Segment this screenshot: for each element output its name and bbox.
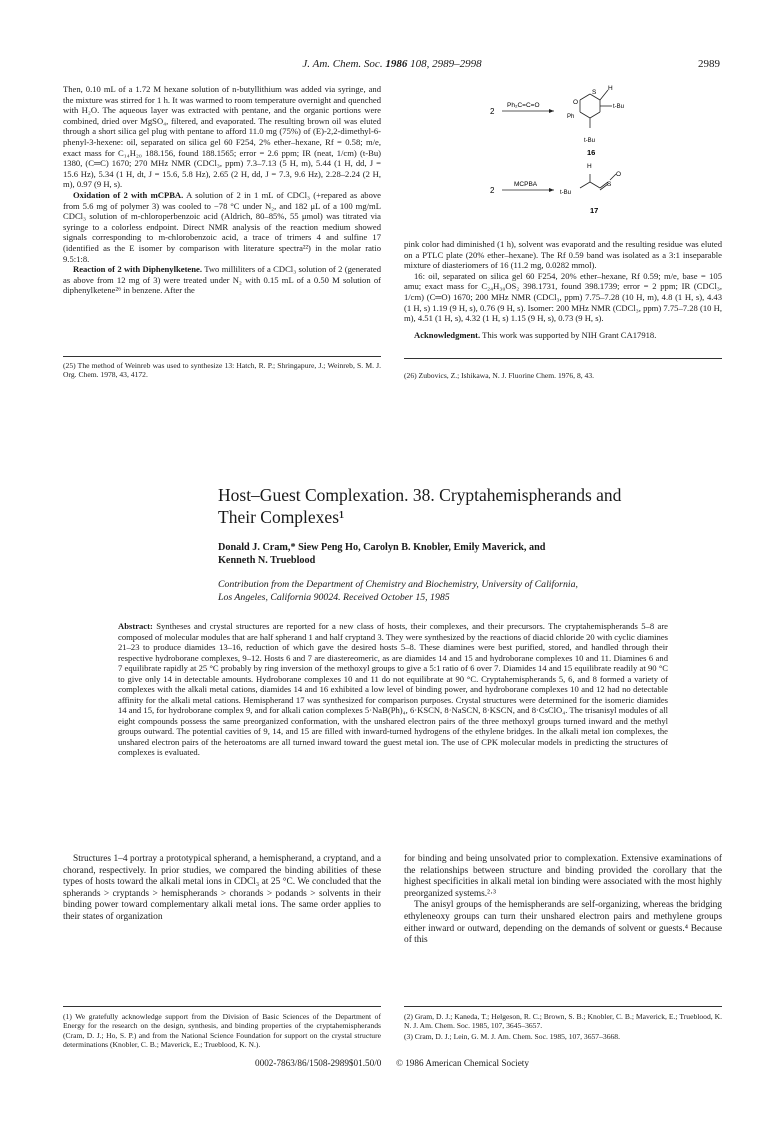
scheme-reagent-mcpba: MCPBA: [514, 181, 538, 188]
atom-s-label: S: [592, 89, 597, 96]
left-top-column: [63, 84, 381, 296]
tbu-label-16: t-Bu: [613, 104, 625, 110]
reaction-arrowhead-1: [549, 109, 554, 113]
acknowledgment: Acknowledgment. This work was supported by NIH Grant CA17918.: [414, 329, 657, 340]
reaction-arrowhead-2: [549, 188, 554, 192]
atom-h-label: H: [608, 85, 613, 92]
atom-o-label: O: [573, 99, 579, 106]
abstract-label: Abstract:: [118, 621, 153, 631]
journal-year: 1986: [385, 58, 408, 70]
experimental-paragraph-1: Then, 0.10 mL of a 1.72 M hexane solution of n-butyllithium was added via syringe, and the mixture was stirred for 1 h. It was warmed to room temperature overnight and quenched with H₂O. The aqueous layer was extracted with pentane, and the organic portions were combined, dried over MgSO₄, filtered, and evaporated. The resulting brown oil was eluted through a short silica gel plug with pentane to afford 11.0 mg (75%) of (E)-2,2-dimethyl-6-phenyl-3-hexene: oil, separated on silica gel 60 F254, 2% ether–hexane, Rf = 0.58; m/e, exact mass for C₁₄H₂₀ 188.156, found 188.1565; error = 2.6 ppm; IR (neat, 1/cm) (t-Bu) 1380, (C═C) 1670; 270 MHz NMR (CDCl₃, ppm) 7.3–7.13 (5 H, m), 5.44 (1 H, dd, J = 15.6 Hz), 5.34 (1 H, dt, J = 15.6, 5.8 Hz), 2.65 (2 H, dd, J = 7.3, 9.6 Hz), 2.28–2.24 (2 H, m), 0.97 (9 H, s).: [63, 84, 381, 190]
scheme-reagent-ketene: Ph₂C=C=O: [507, 102, 540, 109]
reaction-scheme: [404, 82, 724, 232]
page-footer: [0, 1058, 784, 1068]
footer-code: 0002-7863/86/1508-2989$01.50/0: [255, 1058, 382, 1068]
intro-paragraph-1: Structures 1–4 portray a prototypical spherand, a hemispherand, a cryptand, and a chorand, respectively. In prior studies, we compared the binding abilities of these types of hosts toward the alkali metal ions in CDCl₃ at 25 °C. We concluded that the spherands > cryptands > hemispherands > chorands > podands > solvents in their binding power toward complementary alkali metal ions. The same order applies to their states of organization: [63, 854, 381, 922]
intro-paragraph-2: The anisyl groups of the hemispherands are self-organizing, whereas the bridging ethyleneoxy groups can turn their unshared electron pairs and methylene groups either inward or outward, depending on the demands of solvent or guests.⁴ Because of this: [404, 900, 722, 946]
experimental-paragraph-3: Reaction of 2 with Diphenylketene. Two milliliters of a CDCl₃ solution of 2 (generated as above from 12 mg of 3) were treated under N₂ with 0.15 mL of a 0.50 M solution of diphenylketene²⁶ in benzene. After the: [63, 264, 382, 296]
right-top-column: [404, 239, 722, 340]
footnote-25: (25) The method of Weinreb was used to synthesize 13: Hatch, R. P.; Shringapure, J.; Weinreb, S. M. J. Org. Chem. 1978, 43, 4172.: [63, 361, 381, 380]
compound-label-17: 17: [590, 206, 599, 215]
atom-s-label-17: S: [607, 181, 612, 188]
journal-name: J. Am. Chem. Soc.: [302, 58, 383, 70]
compound-label-16: 16: [587, 148, 596, 157]
abstract: Abstract: Syntheses and crystal structures are reported for a new class of hosts, their complexes, and their precursors. The cryptahemispherands 5–8 are composed of molecular modules that are half spherand 1 and half cryptand 3. They were synthesized by the reactions of diacid chloride 20 with cyclic diamines 21–23 to produce diamides 13–16, reduction of which gave the desired hosts 5–8. These diamines were best purified, stored, and handled through their respective hydroborane complexes, 9–12. Hosts 6 and 7 are diastereomeric, as are diamides 14 and 15 and hydroborane complexes 10 and 11. Diamines 6 and 7 equilibrate rapidly at 25 °C probably by ring inversion of the methoxyl groups to give a 5:1 ratio of 6 over 7. Diamides 14 and 15 equilibrate readily at 90 °C to give only 14 in detectable amounts. Hydroborane complexes 10 and 11 do not equilibrate at 90 °C. Cryptahemispherands 5, 6, and 8 formed a variety of complexes with the alkali metal cations, diamides 14 and 16 exhibited a low level of binding power, and hydroborane complexes 10 and 12 had no detectable affinity for the alkali metal cations. Hemispherand 17 was synthesized for comparison purposes. Crystal structures were determined for the isomeric diamides 14 and 15, for hydroborane complex 9, and for alkali cation complexes 5·NaB(Ph)₄, 6·KSCN, 8·NaSCN, 8·KSCN, and 8·CsClO₄. The trisanisyl modules of all eight compounds possess the same preorganized conformation, with the unshared electron pairs of the three methoxyl groups turned inward and the methyl groups outward. The potential cavities of 9, 14, and 15 are filled with inward-turned hydrogens of the ethylene bridges. In the alkali metal ion complexes, the unshared electron pairs of the heteroatoms are all turned inward toward the guest metal ion. The use of CPK molecular models in predicting the structures of complexes is evaluated.: [118, 621, 668, 757]
tbu-label-16-lower: t-Bu: [584, 138, 596, 144]
footnote-2: (2) Gram, D. J.; Kaneda, T.; Helgeson, R. C.; Brown, S. B.; Knobler, C. B.; Maverick, E.; Trueblood, K. N. J. Am. Chem. Soc. 1985, 107, 3645–3657.: [404, 1012, 722, 1031]
journal-volume: 108,: [410, 58, 430, 70]
author-list: Donald J. Cram,* Siew Peng Ho, Carolyn B. Knobler, Emily Maverick, and Kenneth N. Trueblood: [218, 542, 546, 566]
footnote-rule-bottom-left: [63, 1006, 381, 1007]
journal-pages: 2989–2998: [432, 58, 482, 70]
affiliation: Contribution from the Department of Chemistry and Biochemistry, University of California, Los Angeles, California 90024. Received October 15, 1985: [218, 579, 578, 603]
ph-label-16: Ph: [567, 114, 575, 120]
footnote-rule-right: [404, 358, 722, 359]
running-header: [0, 58, 784, 70]
tbu-label-17: t-Bu: [560, 190, 572, 196]
scheme-label-2b: 2: [490, 186, 495, 195]
footnote-3: (3) Cram, D. J.; Lein, G. M. J. Am. Chem. Soc. 1985, 107, 3657–3668.: [404, 1032, 620, 1041]
experimental-paragraph-2: Oxidation of 2 with mCPBA. A solution of 2 in 1 mL of CDCl₃ (+repared as above from 5.6 mg of polymer 3) was cooled to −78 °C under N₂, and 182 μL of a 100 mg/mL CDCl₃ solution of m-chloroperbenzoic acid (Aldrich, 80–85%, 55 μmol) was titrated via syringe to a colorless endpoint. Direct NMR analysis of the reaction medium showed signals corresponding to m-chlorobenzoic acid, a trace of trimers 4 and sulfine 17 (identified as the E isomer by comparison with literature spectra²²) in the molar ratio 9.5:1:8.: [63, 189, 381, 264]
article-title: Host–Guest Complexation. 38. Cryptahemispherands and Their Complexes¹: [218, 485, 622, 527]
footnote-rule-left: [63, 356, 381, 357]
body-right-column: [404, 854, 722, 947]
experimental-paragraph-4: pink color had diminished (1 h), solvent was evaporatd and the resulting residue was eluted on a PTLC plate (20% ether–hexane). The Rf 0.59 band was isolated as a 3:1 inseparable mixture of diasteriomers of 16 (11.2 mg, 0.0282 mmol).: [404, 239, 722, 271]
page-number: 2989: [698, 58, 720, 70]
scheme-label-2a: 2: [490, 107, 495, 116]
experimental-paragraph-5: 16: oil, separated on silica gel 60 F254, 20% ether–hexane, Rf 0.59; m/e, base = 105 amu; exact mass for C₂₄H₃₀OS₂ 398.1731, found 398.1739; error = 2 ppm; IR (CDCl₃, 1/cm) (C═O) 1670; 200 MHz NMR (CDCl₃, ppm) 7.75–7.28 (10 H, m), 4.8 (1 H, s), 4.43 (1 H, s) 1.19 (9 H, s), 0.76 (9 H, s). Isomer: 200 MHz NMR (CDCl₃, ppm) 7.75–7.28 (10 H, m), 4.51 (1 H, s), 4.32 (1 H, s) 1.15 (9 H, s), 0.73 (9 H, s).: [404, 270, 722, 324]
footnote-1: (1) We gratefully acknowledge support from the Division of Basic Sciences of the Department of Energy for the research on the design, synthesis, and binding properties of the cryptahemispherands (Cram, D. J.; Ho, S. P.) and from the National Science Foundation for support on the crystal structure determinations (Knobler, C. B.; Maverick, E.; Trueblood, K. N.).: [63, 1012, 381, 1050]
section-head-diphenylketene: Reaction of 2 with Diphenylketene.: [73, 264, 202, 275]
atom-o-label-17: O: [616, 171, 622, 178]
footnote-rule-bottom-right: [404, 1006, 722, 1007]
body-left-column: [63, 854, 381, 924]
section-head-oxidation: Oxidation of 2 with mCPBA.: [73, 189, 184, 200]
atom-h-label-17: H: [587, 163, 592, 170]
intro-paragraph-1-continued: for binding and being unsolvated prior to complexation. Extensive examinations of the relationships between structure and binding provided the corollary that the highest specificities in alkali metal ion binding were associated with the most highly preorganized systems.²·³: [404, 854, 722, 899]
footnote-26: (26) Zubovics, Z.; Ishikawa, N. J. Fluorine Chem. 1976, 8, 43.: [404, 371, 595, 380]
footer-copyright: © 1986 American Chemical Society: [395, 1058, 529, 1068]
acknowledgment-head: Acknowledgment.: [414, 329, 481, 340]
